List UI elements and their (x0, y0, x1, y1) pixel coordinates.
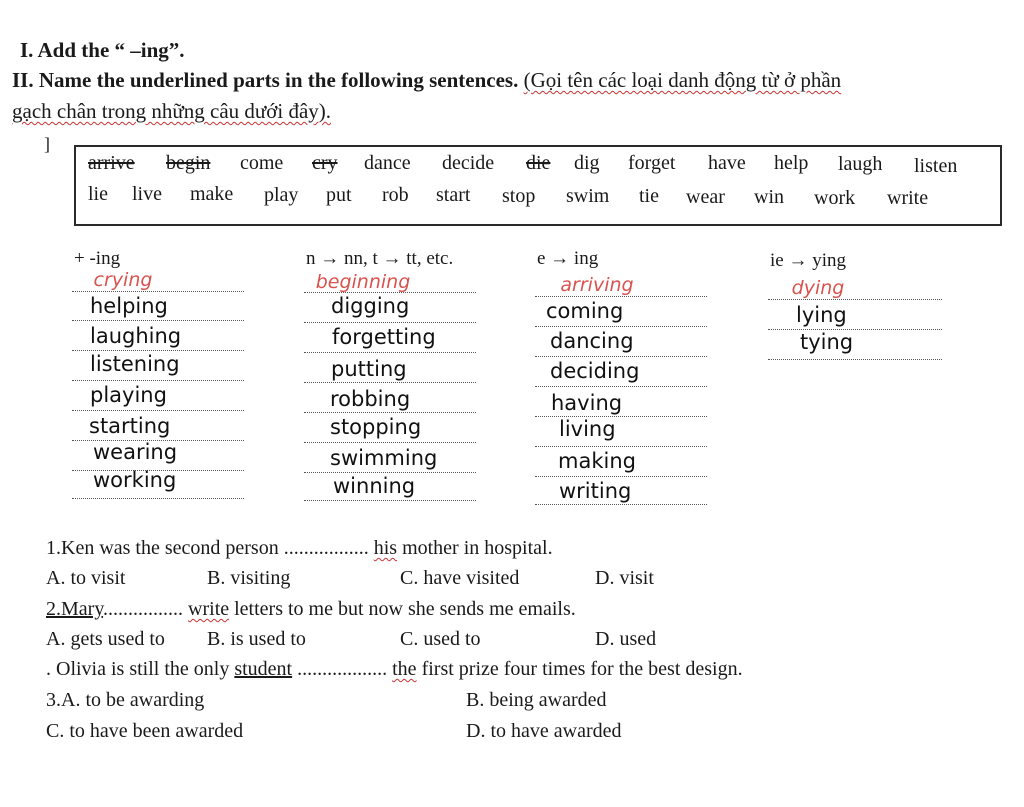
word-have: have (708, 152, 746, 174)
word-lie: lie (88, 183, 108, 205)
q1-option-d: D. visit (595, 567, 654, 589)
question-1-underlined: his (373, 537, 398, 559)
dotted-line (72, 291, 244, 292)
answer-tying: tying (800, 330, 854, 354)
word-live: live (132, 183, 162, 205)
dotted-line (304, 412, 476, 413)
answer-writing: writing (559, 479, 632, 503)
question-3 (46, 658, 743, 681)
question-2 (46, 598, 576, 621)
answer-digging: digging (331, 294, 410, 318)
answer-winning: winning (333, 474, 416, 498)
dotted-line (72, 498, 244, 499)
question-1-blank: ................. (283, 537, 369, 559)
example-crying: crying (93, 269, 153, 291)
dotted-line (304, 500, 476, 501)
dotted-line (535, 446, 707, 447)
word-work: work (814, 187, 856, 209)
answer-working: working (93, 468, 177, 492)
word-help: help (774, 152, 809, 174)
question-2-underlined: write (188, 598, 230, 620)
dotted-line (304, 442, 476, 443)
word-swim: swim (566, 185, 610, 207)
dotted-line (72, 350, 244, 351)
dotted-line (768, 329, 942, 330)
word-play: play (264, 184, 299, 206)
word-box (74, 145, 1002, 226)
q2-option-b: B. is used to (207, 628, 306, 650)
dotted-line (535, 296, 707, 297)
answer-coming: coming (546, 299, 624, 323)
word-arrive: arrive (88, 152, 135, 174)
question-3-stem-c: first prize four times for the best design. (416, 658, 743, 680)
answer-listening: listening (90, 352, 180, 376)
answer-robbing: robbing (330, 387, 411, 411)
question-3-student: student (234, 658, 293, 680)
answer-starting: starting (89, 414, 171, 438)
question-1-stem-c: mother in hospital. (397, 537, 553, 559)
answer-helping: helping (90, 294, 168, 318)
dotted-line (535, 476, 707, 477)
answer-deciding: deciding (550, 359, 640, 383)
answer-lying: lying (796, 303, 847, 327)
word-put: put (326, 184, 352, 206)
q1-option-c: C. have visited (400, 567, 520, 589)
example-dying: dying (791, 277, 845, 299)
question-3-underlined: the (392, 658, 417, 680)
answer-having: having (551, 391, 623, 415)
heading2-vietnamese-a: (Gọi tên các loại danh động từ ở phần (523, 68, 842, 92)
column-header-double-consonant: n → nn, t → tt, etc. (306, 248, 454, 269)
dotted-line (535, 356, 707, 357)
answer-playing: playing (90, 383, 167, 407)
dotted-line (304, 352, 476, 353)
dotted-line (535, 326, 707, 327)
answer-swimming: swimming (330, 446, 438, 470)
word-listen: listen (914, 155, 958, 177)
word-cry: cry (312, 152, 338, 174)
q3-option-d: D. to have awarded (466, 720, 622, 742)
dotted-line (768, 299, 942, 300)
word-start: start (436, 184, 471, 206)
q1-option-b: B. visiting (207, 567, 291, 589)
word-come: come (240, 152, 284, 174)
answer-wearing: wearing (93, 440, 178, 464)
word-dig: dig (574, 152, 600, 174)
q2-option-a: A. gets used to (46, 628, 165, 650)
dotted-line (304, 322, 476, 323)
example-beginning: beginning (315, 271, 411, 293)
column-header-plus-ing: + -ing (74, 248, 121, 269)
heading-add-ing: I. Add the “ –ing”. (20, 38, 185, 62)
word-make: make (190, 183, 234, 205)
q3-option-b: B. being awarded (466, 689, 607, 711)
heading2-vietnamese-b: gạch chân trong những câu dưới đây). (12, 99, 332, 123)
q2-option-c: C. used to (400, 628, 481, 650)
word-tie: tie (639, 185, 659, 207)
word-win: win (754, 186, 784, 208)
word-write: write (887, 187, 929, 209)
answer-living: living (559, 417, 616, 441)
dotted-line (304, 472, 476, 473)
answer-dancing: dancing (550, 329, 634, 353)
example-arriving: arriving (560, 274, 634, 296)
heading-name-underlined (12, 68, 841, 93)
word-decide: decide (442, 152, 495, 174)
word-forget: forget (628, 152, 676, 174)
question-2-stem-c: letters to me but now she sends me emails. (229, 598, 576, 620)
answer-putting: putting (331, 357, 407, 381)
question-3-blank: .................. (297, 658, 388, 680)
column-header-e-ing: e → ing (537, 248, 599, 269)
answer-forgetting: forgetting (332, 325, 436, 349)
dotted-line (768, 359, 942, 360)
question-1-stem-a: 1.Ken was the second person (46, 537, 279, 559)
word-dance: dance (364, 152, 411, 174)
q2-option-d: D. used (595, 628, 657, 650)
dotted-line (304, 382, 476, 383)
dotted-line (535, 386, 707, 387)
q3-option-a: 3.A. to be awarding (46, 689, 205, 711)
dotted-line (535, 504, 707, 505)
dotted-line (72, 410, 244, 411)
column-header-ie-ying: ie → ying (770, 250, 846, 271)
question-3-stem-a: . Olivia is still the only (46, 658, 235, 680)
question-2-stem-a: 2.Mary (46, 598, 104, 620)
answer-making: making (558, 449, 636, 473)
word-stop: stop (502, 185, 536, 207)
answer-laughing: laughing (90, 324, 182, 348)
answer-stopping: stopping (330, 415, 422, 439)
word-wear: wear (686, 186, 725, 208)
word-laugh: laugh (838, 153, 883, 175)
word-rob: rob (382, 184, 409, 206)
q3-option-c: C. to have been awarded (46, 720, 244, 742)
bracket-mark: ] (44, 134, 50, 154)
word-begin: begin (166, 152, 211, 174)
question-1 (46, 537, 553, 560)
q1-option-a: A. to visit (46, 567, 126, 589)
dotted-line (72, 380, 244, 381)
dotted-line (72, 320, 244, 321)
heading2-english: II. Name the underlined parts in the following sentences. (12, 68, 519, 92)
question-2-blank: ................ (103, 598, 184, 620)
word-die: die (526, 152, 551, 174)
